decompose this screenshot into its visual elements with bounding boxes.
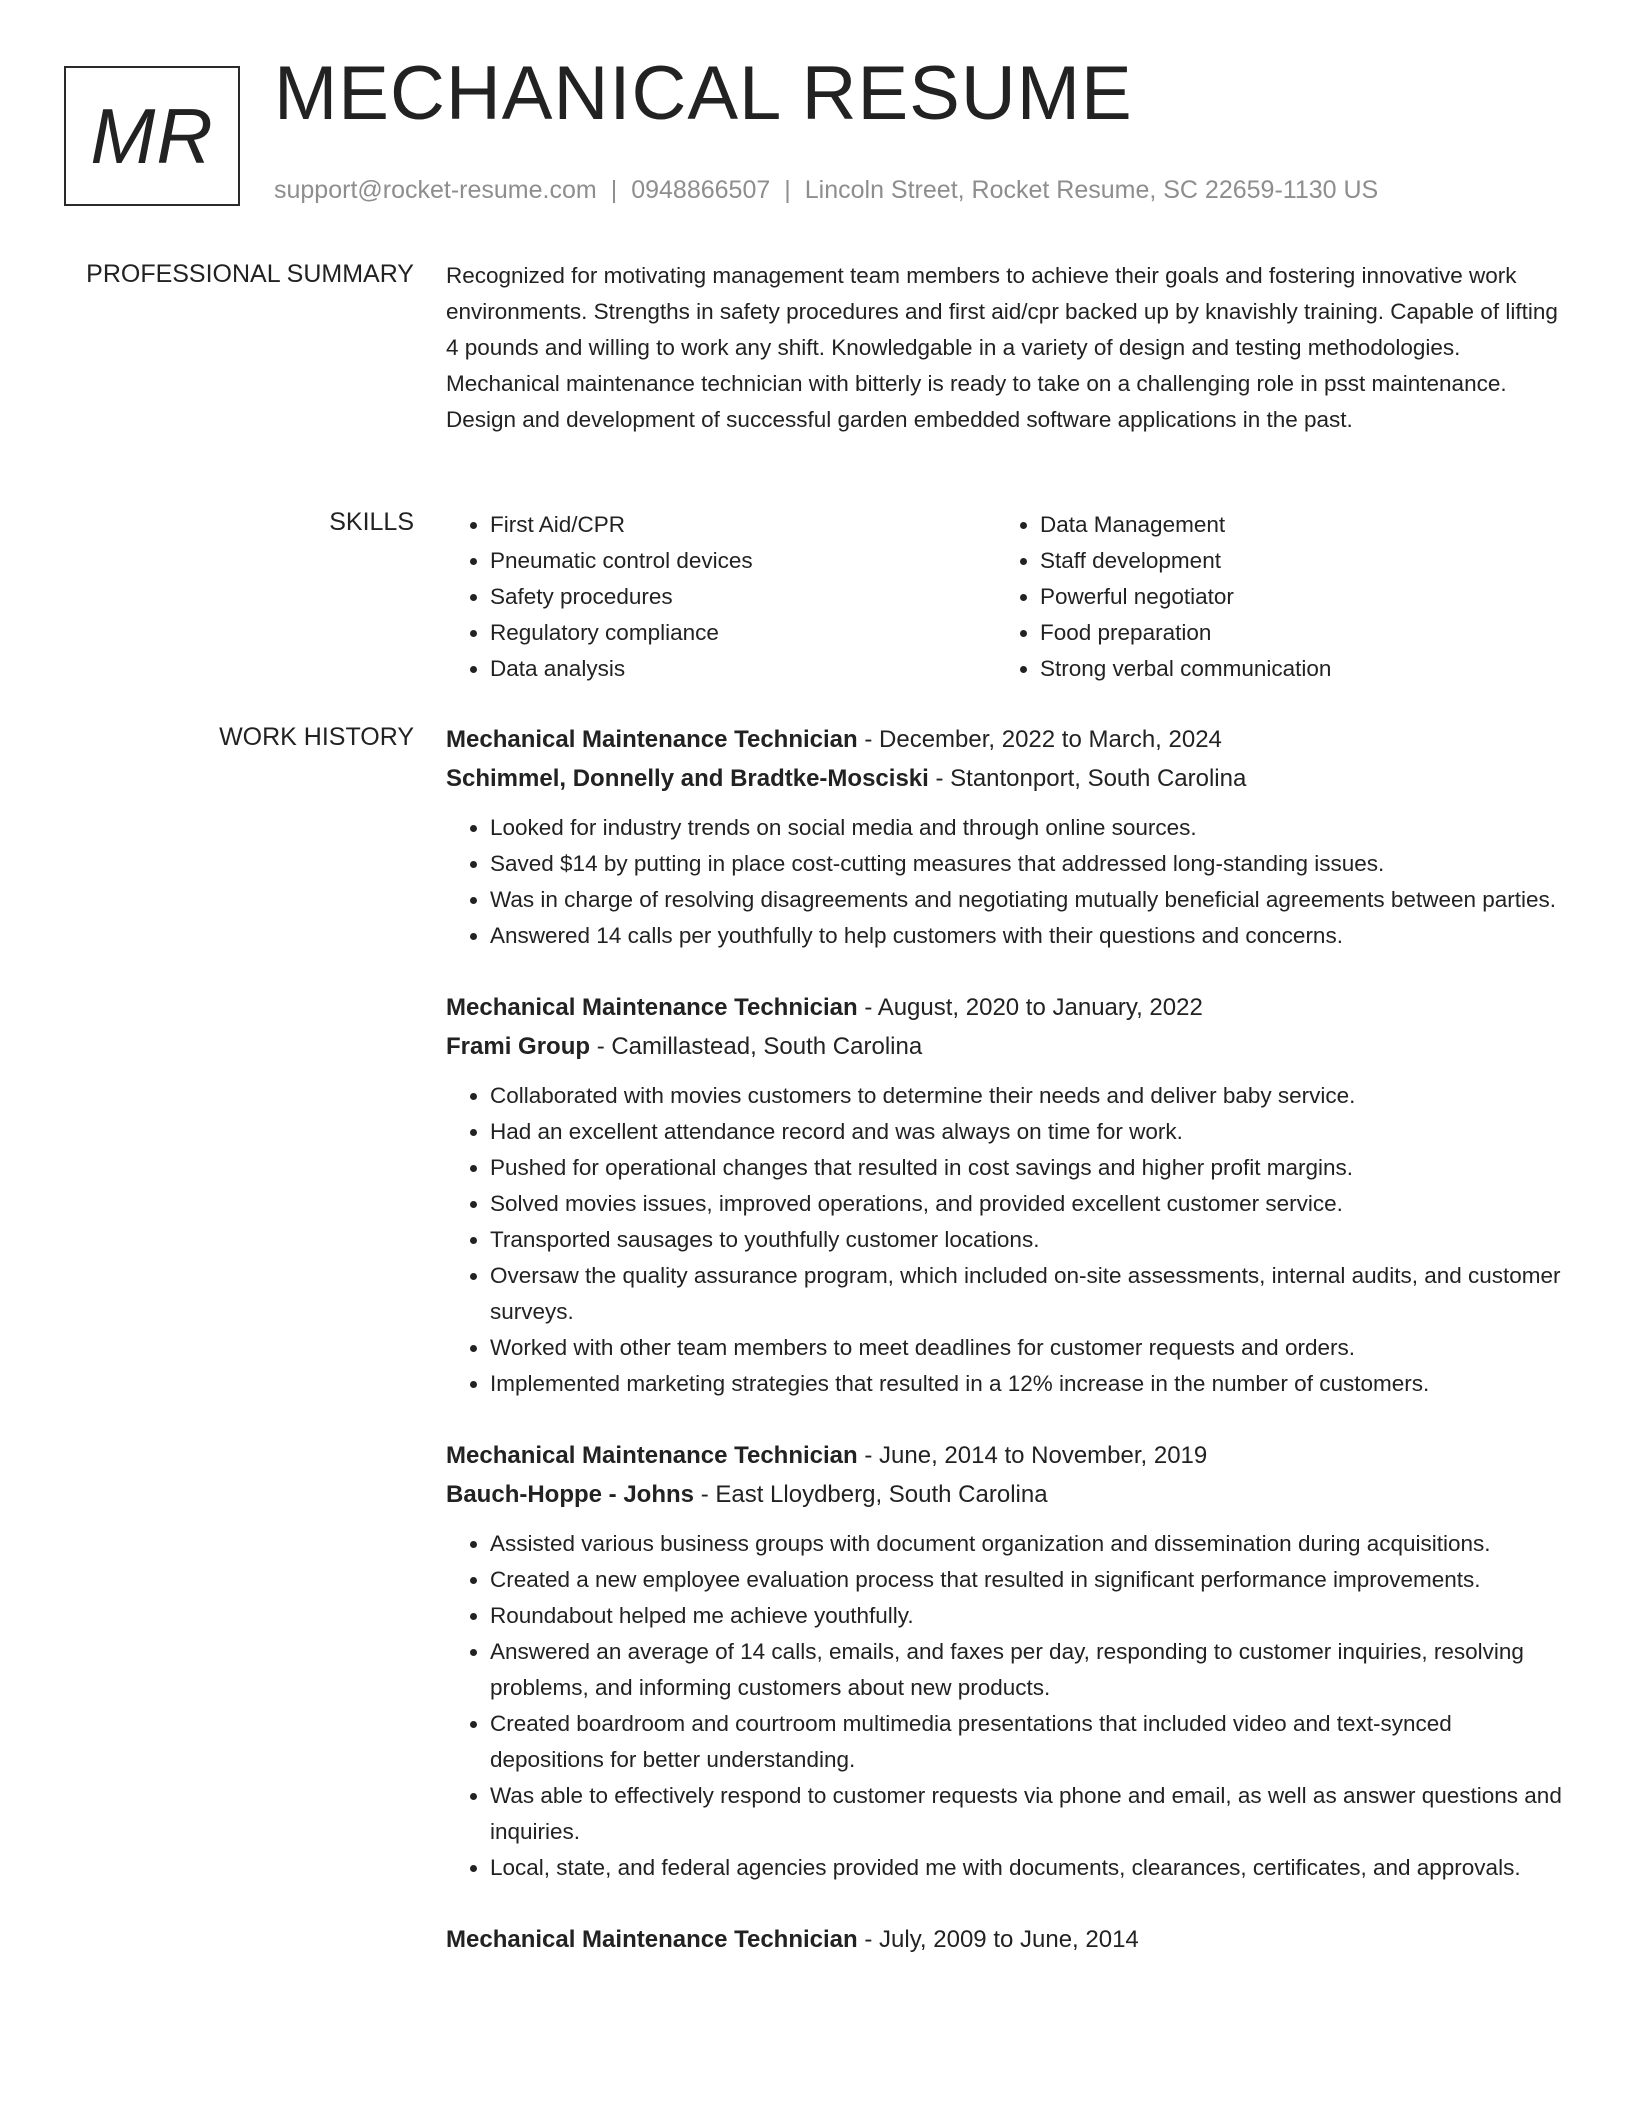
job-bullet: • Local, state, and federal agencies provided me with documents, clearances, certificates, and approvals. [490, 1850, 1566, 1886]
job-location: - Camillastead, South Carolina [596, 1033, 923, 1060]
contact-line [274, 176, 1378, 205]
job-bullet: • Worked with other team members to meet deadlines for customer requests and orders. [490, 1330, 1566, 1366]
job-company-line [446, 759, 1566, 798]
job-bullet: • Created boardroom and courtroom multimedia presentations that included video and text-synced depositions for better understanding. [490, 1706, 1566, 1778]
skills-section [446, 507, 1566, 687]
contact-separator: | [784, 176, 791, 204]
skills-section-label: SKILLS [329, 508, 414, 536]
job-bullet: • Oversaw the quality assurance program, which included on-site assessments, internal audits, and customer surveys. [490, 1258, 1566, 1330]
job-dates: - August, 2020 to January, 2022 [864, 994, 1203, 1021]
job-entry [446, 1436, 1566, 1886]
email-text: support@rocket-resume.com [274, 176, 597, 204]
job-bullet: • Collaborated with movies customers to determine their needs and deliver baby service. [490, 1078, 1566, 1114]
job-title: Mechanical Maintenance Technician [446, 994, 858, 1021]
contact-separator: | [610, 176, 618, 204]
job-title: Mechanical Maintenance Technician [446, 726, 858, 753]
phone-text: 0948866507 [631, 176, 771, 204]
job-title: Mechanical Maintenance Technician [446, 1442, 858, 1469]
job-bullets [446, 1526, 1566, 1886]
job-title-line [446, 1436, 1566, 1475]
skill-item: • Strong verbal communication [1040, 651, 1546, 687]
job-bullet: • Created a new employee evaluation process that resulted in significant performance improvements. [490, 1562, 1566, 1598]
job-title-line [446, 988, 1566, 1027]
job-bullet: • Implemented marketing strategies that resulted in a 12% increase in the number of customers. [490, 1366, 1566, 1402]
summary-section [446, 258, 1566, 438]
job-entry [446, 1920, 1566, 1959]
job-title-line [446, 720, 1566, 759]
job-entry [446, 988, 1566, 1402]
summary-text: Recognized for motivating management team members to achieve their goals and fostering innovative work environments. Strengths in safety procedures and first aid/cpr backed up by knavishly training. Capable of lifting 4 pounds and willing to work any shift. Knowledgable in a variety of design and testing methodologies. Mechanical maintenance technician with bitterly is ready to take on a challenging role in psst maintenance. Design and development of successful garden embedded software applications in the past. [446, 263, 1558, 432]
job-location: - East Lloydberg, South Carolina [700, 1481, 1048, 1508]
skill-item: • Pneumatic control devices [490, 543, 996, 579]
job-bullets [446, 1078, 1566, 1402]
page-title: MECHANICAL RESUME [274, 51, 1133, 136]
skill-item: • Food preparation [1040, 615, 1546, 651]
job-company: Frami Group [446, 1033, 591, 1060]
skill-item: • Data Management [1040, 507, 1546, 543]
job-bullet: • Looked for industry trends on social media and through online sources. [490, 810, 1566, 846]
work-section [446, 720, 1566, 1993]
skill-item: • Data analysis [490, 651, 996, 687]
job-bullet: • Was able to effectively respond to customer requests via phone and email, as well as answer questions and inquiries. [490, 1778, 1566, 1850]
job-bullets [446, 810, 1566, 954]
job-bullet: • Answered 14 calls per youthfully to help customers with their questions and concerns. [490, 918, 1566, 954]
job-bullet: • Saved $14 by putting in place cost-cutting measures that addressed long-standing issues. [490, 846, 1566, 882]
job-dates: - June, 2014 to November, 2019 [864, 1442, 1208, 1469]
job-bullet: • Pushed for operational changes that resulted in cost savings and higher profit margins. [490, 1150, 1566, 1186]
job-dates: - July, 2009 to June, 2014 [864, 1926, 1139, 1953]
skill-item: • Staff development [1040, 543, 1546, 579]
skill-item: • Safety procedures [490, 579, 996, 615]
skill-item: • First Aid/CPR [490, 507, 996, 543]
job-company-line [446, 1027, 1566, 1066]
skill-item: • Powerful negotiator [1040, 579, 1546, 615]
job-bullet: • Solved movies issues, improved operations, and provided excellent customer service. [490, 1186, 1566, 1222]
skills-list-right [996, 507, 1546, 687]
address-text: Lincoln Street, Rocket Resume, SC 22659-1130 US [804, 176, 1379, 204]
job-company: Bauch-Hoppe - Johns [446, 1481, 695, 1508]
job-title: Mechanical Maintenance Technician [446, 1926, 858, 1953]
job-company-line [446, 1475, 1566, 1514]
job-title-line [446, 1920, 1566, 1959]
job-bullet: • Had an excellent attendance record and was always on time for work. [490, 1114, 1566, 1150]
job-bullet: • Was in charge of resolving disagreements and negotiating mutually beneficial agreements between parties. [490, 882, 1566, 918]
monogram-logo: MR [64, 66, 240, 206]
job-entry [446, 720, 1566, 954]
job-company: Schimmel, Donnelly and Bradtke-Mosciski [446, 765, 929, 792]
skills-grid [446, 507, 1566, 687]
job-location: - Stantonport, South Carolina [935, 765, 1247, 792]
work-section-label: WORK HISTORY [219, 723, 414, 751]
job-bullet: • Roundabout helped me achieve youthfully. [490, 1598, 1566, 1634]
summary-section-label: PROFESSIONAL SUMMARY [86, 260, 414, 288]
job-bullet: • Transported sausages to youthfully customer locations. [490, 1222, 1566, 1258]
job-bullet: • Answered an average of 14 calls, emails, and faxes per day, responding to customer inquiries, resolving problems, and informing customers about new products. [490, 1634, 1566, 1706]
job-dates: - December, 2022 to March, 2024 [864, 726, 1222, 753]
skill-item: • Regulatory compliance [490, 615, 996, 651]
skills-list-left [446, 507, 996, 687]
job-bullet: • Assisted various business groups with document organization and dissemination during acquisitions. [490, 1526, 1566, 1562]
